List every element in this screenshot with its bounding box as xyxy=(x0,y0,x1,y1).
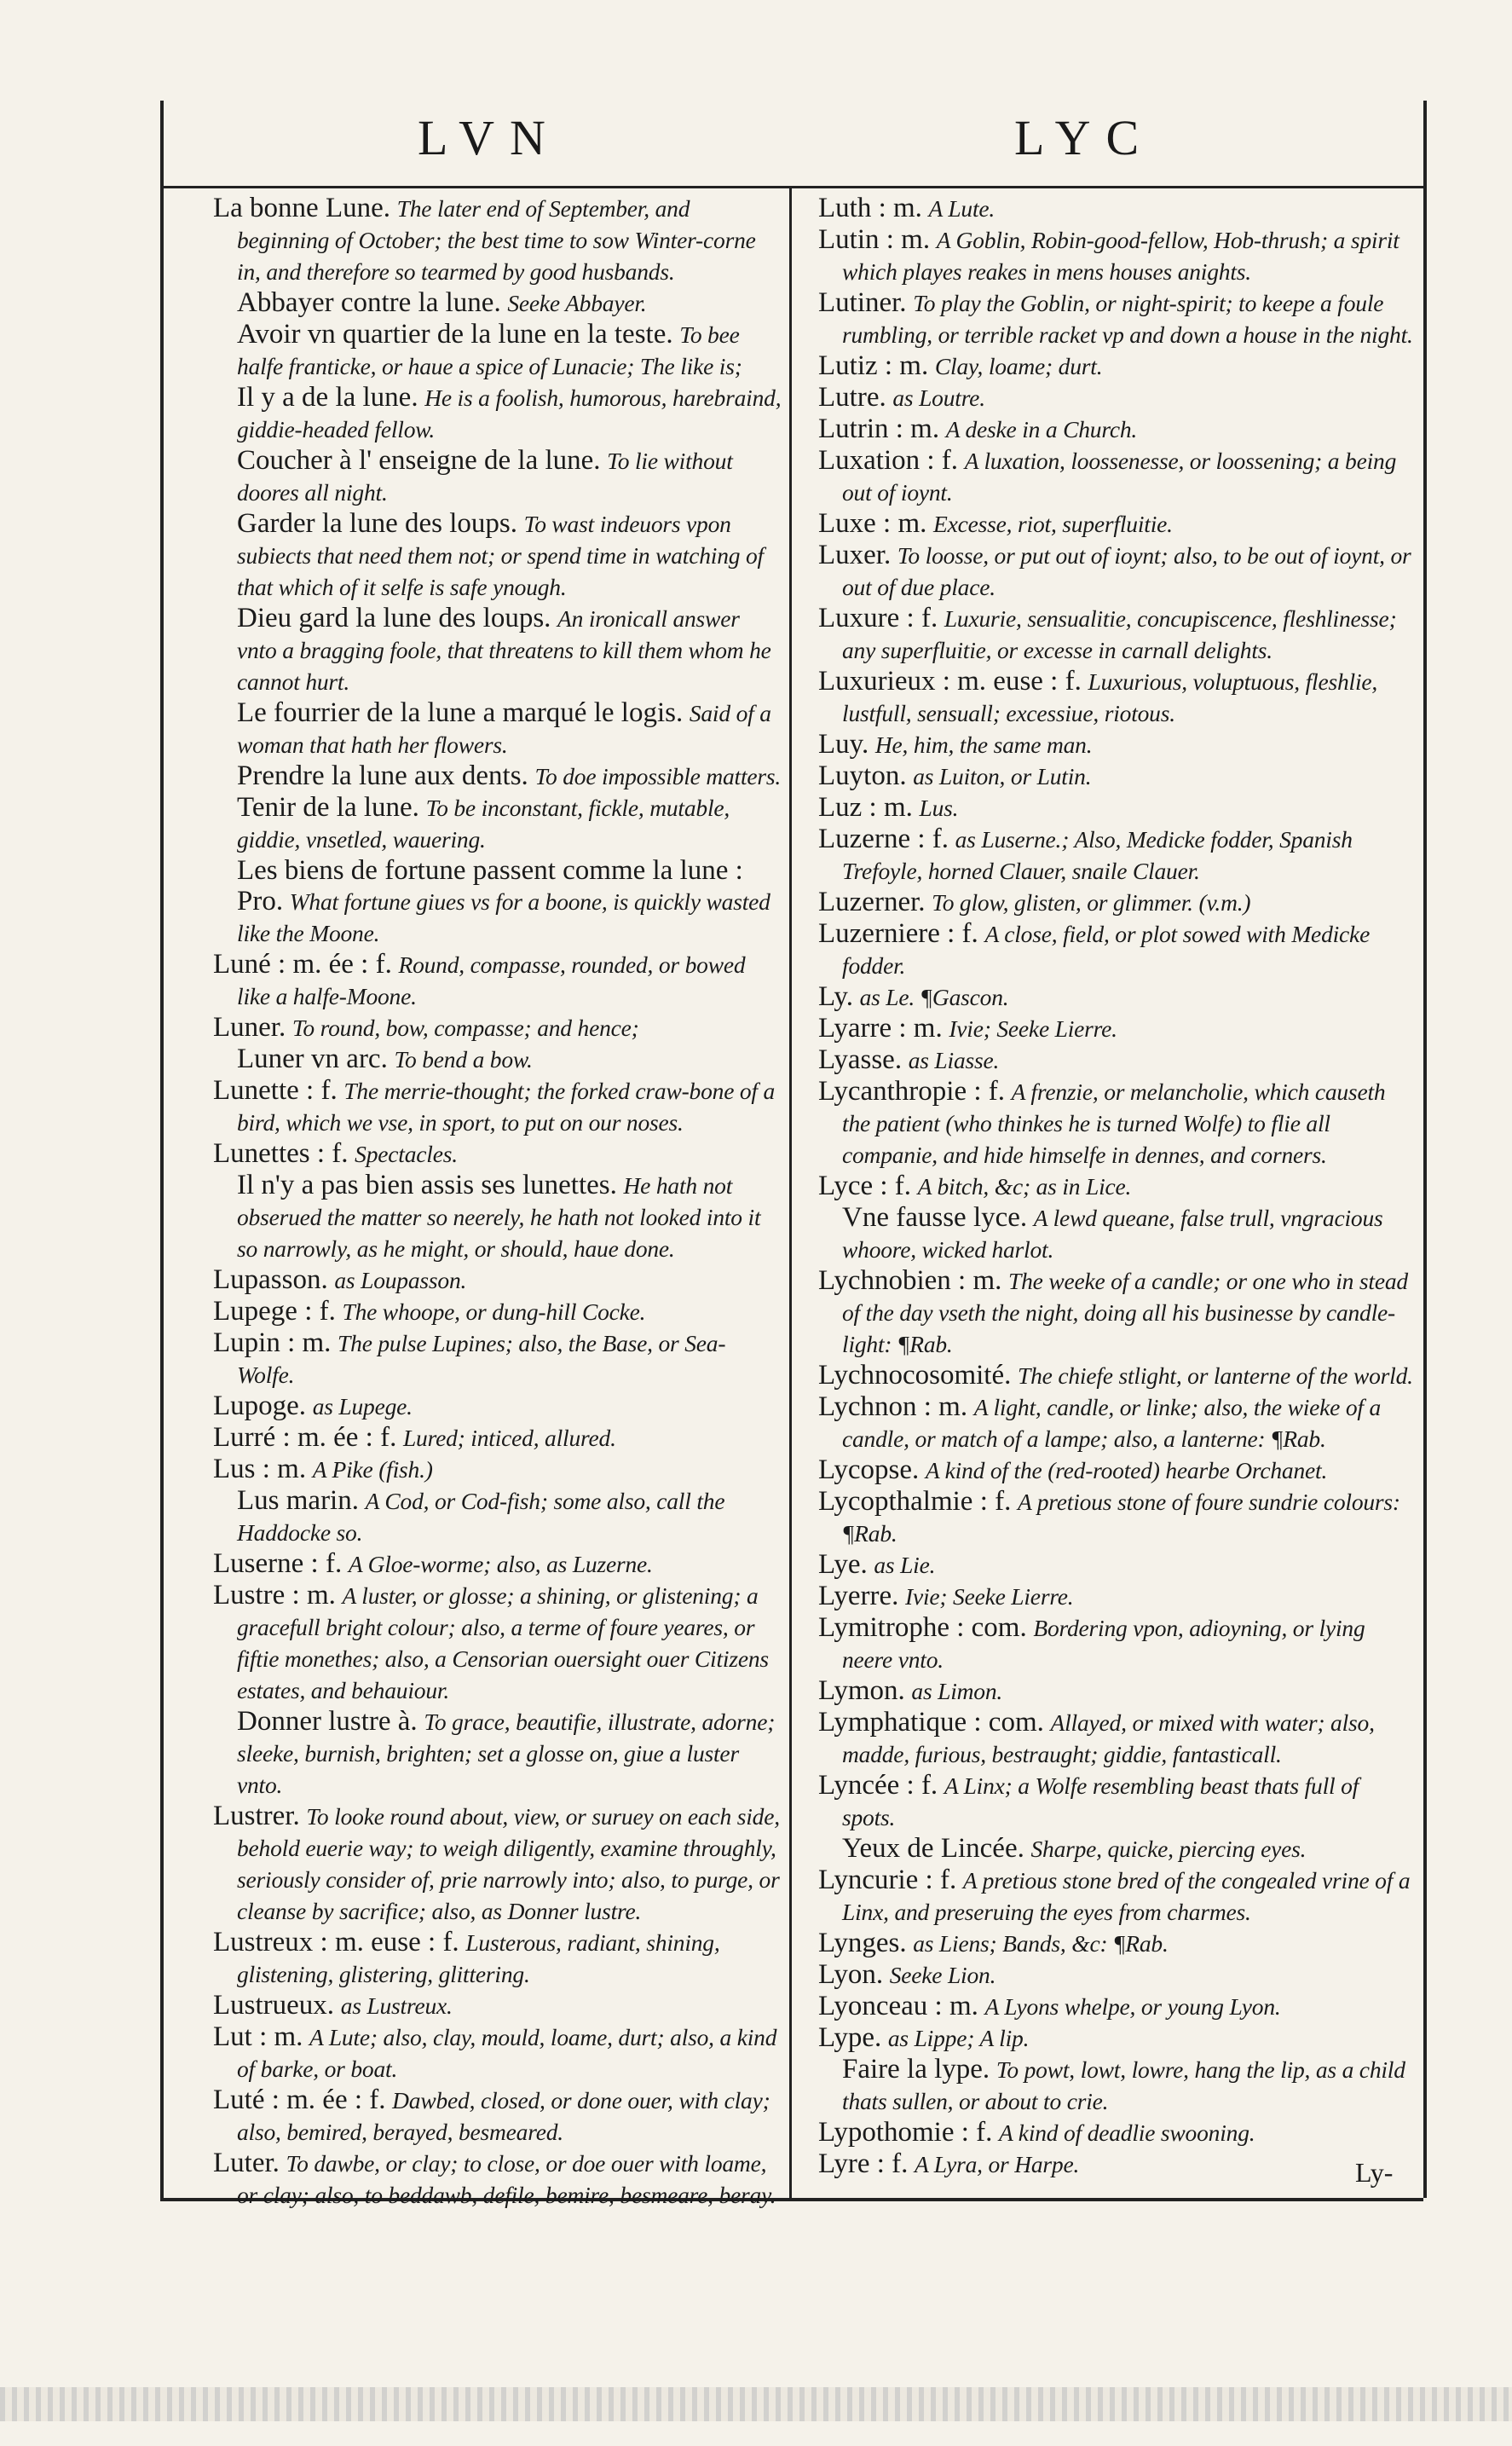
entry-headword: Lutin : m. xyxy=(818,224,931,255)
entry-gloss: The pulse Lupines; also, the Base, or Sea-Wolfe. xyxy=(237,1330,726,1388)
entry-headword: La bonne Lune. xyxy=(213,193,391,223)
left-running-head: LVN xyxy=(418,110,561,165)
entry-headword: Donner lustre à. xyxy=(237,1706,418,1737)
entry-headword: Faire la lype. xyxy=(842,2054,990,2085)
entry-headword: Luxer. xyxy=(818,540,892,570)
entry-headword: Luzerner. xyxy=(818,887,926,917)
entry-gloss: The merrie-thought; the forked craw-bone of a bird, which we vse, in sport, to put on our noses. xyxy=(237,1078,776,1136)
dictionary-entry xyxy=(213,1990,782,2021)
entry-headword: Lutiner. xyxy=(818,287,907,318)
entry-headword: Luxe : m. xyxy=(818,508,927,539)
entry-gloss: An ironicall answer vnto a bragging foole, that threatens to kill them whom he cannot hurt. xyxy=(237,605,771,695)
dictionary-entry xyxy=(213,1485,782,1548)
dictionary-entry xyxy=(213,1296,782,1327)
entry-gloss: A Lyons whelpe, or young Lyon. xyxy=(984,1993,1281,2020)
entry-headword: Lymitrophe : com. xyxy=(818,1612,1027,1643)
entry-headword: Lupege : f. xyxy=(213,1296,336,1327)
entry-headword: Luter. xyxy=(213,2148,280,2178)
entry-headword: Les biens de fortune passent comme la lune : Pro. xyxy=(237,855,743,917)
entry-headword: Luzerne : f. xyxy=(818,824,949,854)
entry-gloss: as Le. ¶Gascon. xyxy=(859,984,1009,1010)
entry-headword: Lyasse. xyxy=(818,1044,903,1075)
entry-headword: Luxure : f. xyxy=(818,603,938,633)
entry-gloss: The weeke of a candle; or one who in stead of the day vseth the night, doing all his businesse by candle-light: ¶Rab. xyxy=(842,1268,1408,1357)
entry-gloss: To play the Goblin, or night-spirit; to keepe a foule rumbling, or terrible racket vp and down a house in the night. xyxy=(842,290,1413,348)
entry-headword: Luxation : f. xyxy=(818,445,959,476)
entry-gloss: A Lute; also, clay, mould, loame, durt; also, a kind of barke, or boat. xyxy=(237,2024,777,2082)
entry-headword: Lycanthropie : f. xyxy=(818,1076,1006,1107)
dictionary-entry xyxy=(213,2085,782,2148)
entry-headword: Luz : m. xyxy=(818,792,913,823)
entry-headword: Lyce : f. xyxy=(818,1171,912,1201)
entry-headword: Lynges. xyxy=(818,1928,907,1958)
dictionary-entry xyxy=(213,445,782,508)
entry-headword: Lunettes : f. xyxy=(213,1138,349,1169)
dictionary-entry xyxy=(213,792,782,855)
dictionary-entry xyxy=(818,2117,1413,2148)
entry-gloss: What fortune giues vs for a boone, is quickly wasted like the Moone. xyxy=(237,888,770,946)
dictionary-entry xyxy=(213,855,782,949)
dictionary-entry xyxy=(213,1548,782,1580)
entry-headword: Lus marin. xyxy=(237,1485,359,1516)
left-column xyxy=(213,193,782,2208)
entry-gloss: as Luserne.; Also, Medicke fodder, Spanish Trefoyle, horned Clauer, snaile Clauer. xyxy=(842,826,1353,884)
dictionary-entry xyxy=(213,508,782,603)
entry-gloss: The chiefe stlight, or lanterne of the world. xyxy=(1018,1362,1413,1389)
entry-headword: Lycopthalmie : f. xyxy=(818,1486,1012,1517)
dictionary-entry xyxy=(818,445,1413,508)
entry-headword: Luxurieux : m. euse : f. xyxy=(818,666,1082,697)
dictionary-entry xyxy=(213,603,782,697)
entry-headword: Lyncée : f. xyxy=(818,1770,938,1801)
dictionary-entry xyxy=(213,2021,782,2085)
dictionary-entry xyxy=(818,2054,1413,2117)
entry-gloss: Round, compasse, rounded, or bowed like a halfe-Moone. xyxy=(237,951,746,1009)
entry-gloss: as Limon. xyxy=(911,1678,1003,1704)
entry-gloss: as Lie. xyxy=(874,1552,936,1578)
entry-headword: Yeux de Lincée. xyxy=(842,1833,1024,1864)
dictionary-entry xyxy=(213,193,782,287)
dictionary-entry xyxy=(213,1706,782,1801)
entry-gloss: To dawbe, or clay; to close, or doe ouer with loame, or clay; also, to beddawb, defile, bemire, besmeare, beray. xyxy=(237,2150,776,2208)
dictionary-entry xyxy=(818,1675,1413,1707)
dictionary-entry xyxy=(818,824,1413,887)
entry-gloss: as Lupege. xyxy=(312,1393,413,1420)
entry-gloss: A pretious stone of foure sundrie colours: ¶Rab. xyxy=(842,1489,1400,1547)
entry-gloss: A Lyra, or Harpe. xyxy=(915,2151,1080,2177)
entry-headword: Lyarre : m. xyxy=(818,1013,943,1044)
dictionary-entry xyxy=(213,949,782,1012)
entry-gloss: as Lippe; A lip. xyxy=(887,2025,1030,2051)
entry-headword: Avoir vn quartier de la lune en la teste. xyxy=(237,319,673,350)
entry-headword: Lychnon : m. xyxy=(818,1391,968,1422)
dictionary-entry xyxy=(818,413,1413,445)
dictionary-entry xyxy=(818,1013,1413,1044)
entry-headword: Lustrueux. xyxy=(213,1990,335,2021)
dictionary-entry xyxy=(818,287,1413,350)
dictionary-entry xyxy=(213,2148,782,2211)
entry-gloss: as Luiton, or Lutin. xyxy=(913,763,1092,789)
entry-headword: Luserne : f. xyxy=(213,1548,343,1579)
header-rule xyxy=(160,186,1423,188)
dictionary-entry xyxy=(213,1801,782,1927)
entry-headword: Lypothomie : f. xyxy=(818,2117,993,2148)
entry-gloss: He hath not obserued the matter so neerely, he hath not looked into it so narrowly, as he might, or should, haue done. xyxy=(237,1172,761,1262)
entry-gloss: He is a foolish, humorous, harebraind, giddie-headed fellow. xyxy=(237,385,782,442)
dictionary-entry xyxy=(213,697,782,760)
entry-gloss: To wast indeuors vpon subiects that need them not; or spend time in watching of that which of it selfe is safe ynough. xyxy=(237,511,764,600)
entry-headword: Luté : m. ée : f. xyxy=(213,2085,386,2115)
entry-gloss: A kind of the (red-rooted) hearbe Orchanet. xyxy=(925,1457,1328,1483)
entry-gloss: A pretious stone bred of the congealed vrine of a Linx, and preseruing the eyes from charmes. xyxy=(842,1867,1411,1925)
dictionary-entry xyxy=(213,1044,782,1075)
entry-gloss: A kind of deadlie swooning. xyxy=(999,2119,1255,2146)
entry-headword: Ly. xyxy=(818,981,853,1012)
entry-gloss: The whoope, or dung-hill Cocke. xyxy=(342,1298,646,1325)
dictionary-entry xyxy=(818,918,1413,981)
entry-gloss: A close, field, or plot sowed with Medicke fodder. xyxy=(842,921,1371,979)
dictionary-entry xyxy=(818,1865,1413,1928)
entry-gloss: To bee halfe franticke, or haue a spice of Lunacie; The like is; xyxy=(237,321,742,379)
entry-headword: Il y a de la lune. xyxy=(237,382,418,413)
dictionary-entry xyxy=(213,1138,782,1170)
dictionary-entry xyxy=(818,1360,1413,1391)
dictionary-entry xyxy=(213,1391,782,1422)
dictionary-entry xyxy=(818,1202,1413,1265)
entry-gloss: A Cod, or Cod-fish; some also, call the Haddocke so. xyxy=(237,1488,725,1546)
dictionary-entry xyxy=(818,1391,1413,1454)
dictionary-entry xyxy=(213,1327,782,1391)
entry-headword: Lutiz : m. xyxy=(818,350,929,381)
dictionary-entry xyxy=(213,1422,782,1454)
dictionary-entry xyxy=(818,508,1413,540)
entry-gloss: He, him, the same man. xyxy=(874,731,1093,758)
dictionary-entry xyxy=(818,193,1413,224)
entry-gloss: To round, bow, compasse; and hence; xyxy=(291,1015,639,1041)
entry-headword: Lyon. xyxy=(818,1959,884,1990)
dictionary-entry xyxy=(818,382,1413,413)
dictionary-entry xyxy=(818,603,1413,666)
entry-gloss: To powt, lowt, lowre, hang the lip, as a child thats sullen, or about to crie. xyxy=(842,2056,1405,2114)
page-edge-shadow xyxy=(0,2387,1512,2421)
dictionary-entry xyxy=(818,1486,1413,1549)
entry-headword: Lutre. xyxy=(818,382,886,413)
entry-gloss: A deske in a Church. xyxy=(945,416,1138,442)
entry-gloss: Excesse, riot, superfluitie. xyxy=(933,511,1173,537)
dictionary-entry xyxy=(818,224,1413,287)
entry-gloss: as Lustreux. xyxy=(340,1992,453,2019)
dictionary-entry xyxy=(213,1264,782,1296)
entry-headword: Lupasson. xyxy=(213,1264,328,1295)
entry-gloss: A luster, or glosse; a shining, or glistening; a gracefull bright colour; also, a terme of foure yeares, or fiftie monethes; also, a Censorian ouersight ouer Citizens estates, and behauiour. xyxy=(237,1582,769,1703)
entry-gloss: Ivie; Seeke Lierre. xyxy=(904,1583,1074,1610)
dictionary-entry xyxy=(818,1454,1413,1486)
entry-gloss: Seeke Lion. xyxy=(889,1962,996,1988)
entry-headword: Il n'y a pas bien assis ses lunettes. xyxy=(237,1170,617,1200)
entry-headword: Lyre : f. xyxy=(818,2148,909,2179)
entry-gloss: Spectacles. xyxy=(355,1141,458,1167)
entry-headword: Lustre : m. xyxy=(213,1580,336,1610)
dictionary-entry xyxy=(818,2148,1413,2180)
dictionary-entry xyxy=(213,382,782,445)
entry-headword: Luner. xyxy=(213,1012,286,1043)
entry-gloss: Seeke Abbayer. xyxy=(507,290,647,316)
dictionary-entry xyxy=(213,1454,782,1485)
entry-headword: Lut : m. xyxy=(213,2021,303,2052)
entry-gloss: Luxurie, sensualitie, concupiscence, fleshlinesse; any superfluitie, or excesse in carnall delights. xyxy=(842,605,1397,663)
dictionary-entry xyxy=(818,1991,1413,2022)
entry-headword: Lupoge. xyxy=(213,1391,307,1421)
dictionary-entry xyxy=(213,1580,782,1706)
entry-headword: Lyncurie : f. xyxy=(818,1865,957,1895)
entry-gloss: as Liasse. xyxy=(908,1047,1000,1073)
dictionary-entry xyxy=(818,350,1413,382)
entry-gloss: Lus. xyxy=(919,795,959,821)
entry-gloss: A Gloe-worme; also, as Luzerne. xyxy=(348,1551,653,1577)
entry-headword: Coucher à l' enseigne de la lune. xyxy=(237,445,601,476)
entry-headword: Lychnobien : m. xyxy=(818,1265,1002,1296)
entry-headword: Le fourrier de la lune a marqué le logis. xyxy=(237,697,684,728)
entry-headword: Abbayer contre la lune. xyxy=(237,287,501,318)
entry-headword: Garder la lune des loups. xyxy=(237,508,517,539)
dictionary-entry xyxy=(213,1170,782,1264)
dictionary-entry xyxy=(818,1928,1413,1959)
dictionary-entry xyxy=(818,760,1413,792)
entry-headword: Lutrin : m. xyxy=(818,413,940,444)
dictionary-entry xyxy=(818,1833,1413,1865)
entry-gloss: Luxurious, voluptuous, fleshlie, lustfull, sensuall; excessiue, riotous. xyxy=(842,668,1378,726)
entry-gloss: To be inconstant, fickle, mutable, giddie, vnsetled, wauering. xyxy=(237,795,730,853)
entry-headword: Lychnocosomité. xyxy=(818,1360,1012,1391)
column-divider xyxy=(789,186,792,2198)
entry-gloss: Sharpe, quicke, piercing eyes. xyxy=(1030,1836,1307,1862)
entry-headword: Lye. xyxy=(818,1549,868,1580)
entry-gloss: A frenzie, or melancholie, which causeth the patient (who thinkes he is turned Wolfe) to flie all companie, and hide himselfe in dennes, and corners. xyxy=(842,1078,1386,1168)
dictionary-entry xyxy=(213,760,782,792)
entry-gloss: Lusterous, radiant, shining, glistening, glistering, glittering. xyxy=(237,1929,720,1987)
entry-gloss: A lewd queane, false trull, vngracious whoore, wicked harlot. xyxy=(842,1205,1383,1263)
entry-headword: Lymphatique : com. xyxy=(818,1707,1044,1738)
entry-headword: Dieu gard la lune des loups. xyxy=(237,603,551,633)
dictionary-entry xyxy=(818,1549,1413,1581)
dictionary-entry xyxy=(818,887,1413,918)
dictionary-entry xyxy=(818,1581,1413,1612)
entry-headword: Luyton. xyxy=(818,760,907,791)
dictionary-entry xyxy=(213,1927,782,1990)
entry-headword: Tenir de la lune. xyxy=(237,792,419,823)
entry-gloss: A Goblin, Robin-good-fellow, Hob-thrush; a spirit which playes reakes in mens houses anights. xyxy=(842,227,1399,285)
entry-headword: Lustrer. xyxy=(213,1801,300,1831)
entry-headword: Lurré : m. ée : f. xyxy=(213,1422,397,1453)
dictionary-entry xyxy=(818,2022,1413,2054)
catchword: Ly- xyxy=(1355,2157,1394,2188)
entry-gloss: To looke round about, view, or suruey on each side, behold euerie way; to weigh diligently, examine throughly, seriously consider of, prie narrowly into; also, to purge, or cleanse by sacrifice; also, as Donner lustre. xyxy=(237,1803,780,1924)
entry-headword: Lyonceau : m. xyxy=(818,1991,978,2021)
entry-gloss: as Loutre. xyxy=(892,385,985,411)
entry-headword: Lus : m. xyxy=(213,1454,307,1484)
entry-headword: Luy. xyxy=(818,729,869,760)
entry-gloss: To loosse, or put out of ioynt; also, to be out of ioynt, or out of due place. xyxy=(842,542,1411,600)
entry-gloss: A luxation, loossenesse, or loossening; a being out of ioynt. xyxy=(842,448,1397,506)
entry-gloss: A Pike (fish.) xyxy=(312,1456,433,1483)
entry-gloss: Clay, loame; durt. xyxy=(934,353,1103,379)
entry-gloss: To bend a bow. xyxy=(394,1046,533,1073)
right-column xyxy=(818,193,1413,2188)
entry-gloss: To doe impossible matters. xyxy=(534,763,782,789)
entry-gloss: Allayed, or mixed with water; also, madde, furious, bestraught; giddie, fantasticall. xyxy=(842,1709,1375,1767)
dictionary-entry xyxy=(818,666,1413,729)
dictionary-entry xyxy=(818,540,1413,603)
dictionary-entry xyxy=(213,1012,782,1044)
entry-headword: Lunette : f. xyxy=(213,1075,338,1106)
entry-headword: Luth : m. xyxy=(818,193,922,223)
entry-gloss: A bitch, &c; as in Lice. xyxy=(917,1173,1132,1200)
entry-gloss: as Loupasson. xyxy=(334,1267,467,1293)
entry-gloss: A Lute. xyxy=(928,195,995,222)
entry-headword: Prendre la lune aux dents. xyxy=(237,760,528,791)
entry-gloss: A light, candle, or linke; also, the wieke of a candle, or match of a lampe; also, a lanterne: ¶Rab. xyxy=(842,1394,1382,1452)
dictionary-entry xyxy=(818,981,1413,1013)
dictionary-entry xyxy=(818,1770,1413,1833)
entry-gloss: Said of a woman that hath her flowers. xyxy=(237,700,771,758)
dictionary-entry xyxy=(818,1044,1413,1076)
entry-headword: Lupin : m. xyxy=(213,1327,332,1358)
entry-headword: Lype. xyxy=(818,2022,882,2053)
entry-headword: Vne fausse lyce. xyxy=(842,1202,1028,1233)
dictionary-entry xyxy=(818,792,1413,824)
dictionary-entry xyxy=(818,1265,1413,1360)
dictionary-entry xyxy=(213,319,782,382)
dictionary-entry xyxy=(213,287,782,319)
dictionary-entry xyxy=(818,1707,1413,1770)
entry-headword: Luzerniere : f. xyxy=(818,918,978,949)
dictionary-entry xyxy=(818,1612,1413,1675)
entry-headword: Lyerre. xyxy=(818,1581,899,1611)
entry-gloss: To lie without doores all night. xyxy=(237,448,733,506)
dictionary-entry xyxy=(818,1959,1413,1991)
entry-gloss: Ivie; Seeke Lierre. xyxy=(949,1015,1117,1042)
entry-gloss: To grace, beautifie, illustrate, adorne; sleeke, burnish, brighten; set a glosse on, giue a luster vnto. xyxy=(237,1709,776,1798)
entry-headword: Lycopse. xyxy=(818,1454,920,1485)
entry-gloss: A Linx; a Wolfe resembling beast thats full of spots. xyxy=(842,1772,1359,1830)
entry-gloss: as Liens; Bands, &c: ¶Rab. xyxy=(913,1930,1169,1957)
entry-headword: Luner vn arc. xyxy=(237,1044,388,1074)
dictionary-entry xyxy=(213,1075,782,1138)
entry-headword: Lustreux : m. euse : f. xyxy=(213,1927,459,1957)
right-running-head: LYC xyxy=(1014,110,1155,165)
entry-gloss: Lured; inticed, allured. xyxy=(402,1425,616,1451)
dictionary-entry xyxy=(818,1076,1413,1171)
entry-gloss: Bordering vpon, adioyning, or lying neere vnto. xyxy=(842,1615,1365,1673)
entry-gloss: The later end of September, and beginning of October; the best time to sow Winter-corne in, and therefore so tearmed by good husbands. xyxy=(237,195,756,285)
dictionary-entry xyxy=(818,1171,1413,1202)
entry-gloss: Dawbed, closed, or done ouer, with clay; also, bemired, berayed, besmeared. xyxy=(237,2087,770,2145)
entry-gloss: To glow, glisten, or glimmer. (v.m.) xyxy=(932,889,1251,916)
dictionary-entry xyxy=(818,729,1413,760)
entry-headword: Luné : m. ée : f. xyxy=(213,949,392,980)
entry-headword: Lymon. xyxy=(818,1675,905,1706)
